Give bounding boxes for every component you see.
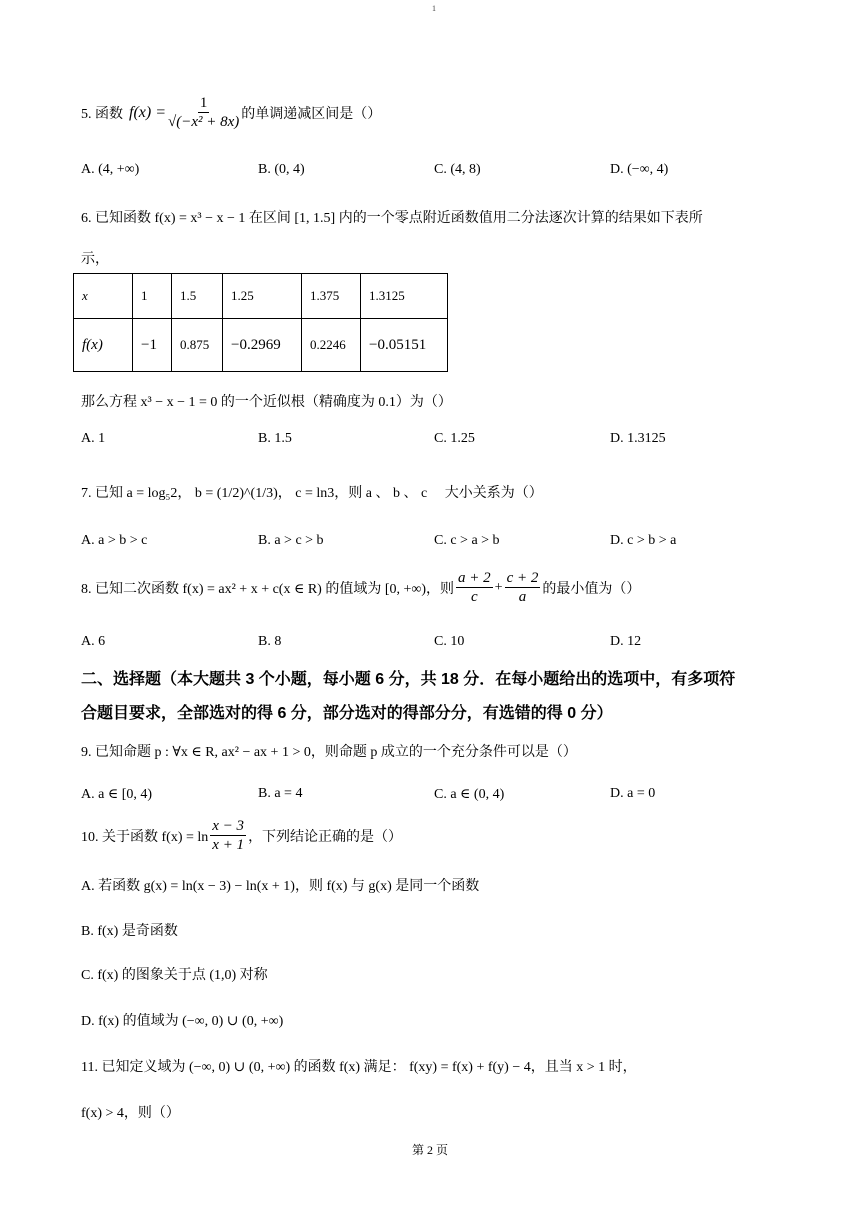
q8-plus: + — [494, 579, 503, 595]
table-cell: 1.5 — [172, 274, 223, 319]
section-2-heading-line2: 合题目要求，全部选对的得 6 分，部分选对的得部分分，有选错的得 0 分） — [81, 705, 613, 722]
q8-fraction-1 — [456, 569, 493, 606]
page-number: 第 2 页 — [412, 1143, 449, 1157]
q7-option-c: C. c > a > b — [434, 533, 500, 548]
q10-fraction — [210, 817, 246, 854]
table-cell: x — [74, 274, 133, 319]
q6-option-c: C. 1.25 — [434, 431, 475, 446]
table-cell: −1 — [133, 319, 172, 372]
table-row — [74, 319, 448, 372]
table-cell: f(x) — [74, 319, 133, 372]
q7-option-a: A. a > b > c — [81, 533, 148, 548]
q10-suffix: ，下列结论正确的是（） — [248, 829, 403, 845]
q6-option-b: B. 1.5 — [258, 431, 292, 446]
q10-option-d: D. f(x) 的值域为 (−∞, 0) ∪ (0, +∞) — [81, 1014, 284, 1029]
section-2-heading-line1: 二、选择题（本大题共 3 个小题，每小题 6 分，共 18 分．在每小题给出的选项中，有多项符 — [81, 671, 736, 688]
bisection-table — [73, 273, 448, 372]
q11-line1: 11. 已知定义域为 (−∞, 0) ∪ (0, +∞) 的函数 f(x) 满足： f(xy) = f(x) + f(y) − 4，且当 x > 1 时， — [81, 1060, 637, 1075]
q8-option-d: D. 12 — [610, 634, 642, 649]
q5-option-d: D. (−∞, 4) — [610, 162, 669, 177]
q8-prefix: 8. 已知二次函数 f(x) = ax² + x + c(x ∈ R) 的值域为 [0, +∞)，则 — [81, 581, 455, 597]
q7-option-b: B. a > c > b — [258, 533, 324, 548]
table-cell: 1.3125 — [361, 274, 448, 319]
question-5 — [81, 94, 381, 131]
q8-fraction-2 — [505, 569, 541, 606]
q5-option-c: C. (4, 8) — [434, 162, 481, 177]
q8-option-c: C. 10 — [434, 634, 465, 649]
q11-line2: f(x) > 4，则（） — [81, 1106, 180, 1121]
q10-prefix: 10. 关于函数 f(x) = ln — [81, 829, 209, 845]
q8-f2-num: c + 2 — [506, 570, 539, 586]
q10-option-c: C. f(x) 的图象关于点 (1,0) 对称 — [81, 968, 268, 983]
table-cell: 1 — [133, 274, 172, 319]
table-cell: 0.2246 — [302, 319, 361, 372]
q6-line2: 示， — [81, 252, 109, 267]
q8-option-b: B. 8 — [258, 634, 282, 649]
q8-f1-num: a + 2 — [458, 570, 491, 586]
table-cell: 1.25 — [223, 274, 302, 319]
q5-prefix: 5. 函数 — [81, 106, 123, 122]
q5-frac-num: 1 — [199, 95, 208, 111]
table-row — [74, 274, 448, 319]
q7-option-d: D. c > b > a — [610, 533, 677, 548]
q5-fraction — [168, 94, 239, 131]
q10-frac-num: x − 3 — [212, 818, 245, 834]
q6-option-d: D. 1.3125 — [610, 431, 666, 446]
question-7: 7. 已知 a = log₅2， b = (1/2)^(1/3)， c = ln3，则 a 、 b 、 c 大小关系为（） — [81, 486, 543, 501]
question-10 — [81, 817, 402, 854]
q6-line1: 6. 已知函数 f(x) = x³ − x − 1 在区间 [1, 1.5] 内的一个零点附近函数值用二分法逐次计算的结果如下表所 — [81, 211, 703, 226]
q5-option-a: A. (4, +∞) — [81, 162, 140, 177]
q9-option-c: C. a ∈ (0, 4) — [434, 787, 505, 802]
table-cell: 0.875 — [172, 319, 223, 372]
q9-option-d: D. a = 0 — [610, 786, 656, 801]
q5-lhs: f(x) = — [129, 103, 166, 121]
q10-option-a: A. 若函数 g(x) = ln(x − 3) − ln(x + 1)，则 f(x) 与 g(x) 是同一个函数 — [81, 879, 480, 894]
q5-frac-den: √(−x² + 8x) — [168, 114, 240, 130]
q9-option-a: A. a ∈ [0, 4) — [81, 787, 153, 802]
q8-f2-den: a — [518, 589, 527, 605]
question-9: 9. 已知命题 p : ∀x ∈ R, ax² − ax + 1 > 0，则命题 p 成立的一个充分条件可以是（） — [81, 745, 577, 760]
table-cell: −0.2969 — [223, 319, 302, 372]
q5-suffix: 的单调递减区间是（） — [241, 106, 382, 122]
q10-option-b: B. f(x) 是奇函数 — [81, 924, 178, 939]
header-mark: 1 — [432, 4, 436, 13]
question-8 — [81, 569, 640, 606]
q5-option-b: B. (0, 4) — [258, 162, 305, 177]
table-cell: 1.375 — [302, 274, 361, 319]
q6-line3: 那么方程 x³ − x − 1 = 0 的一个近似根（精确度为 0.1）为（） — [81, 395, 452, 410]
q8-f1-den: c — [471, 589, 478, 605]
q10-frac-den: x + 1 — [212, 837, 245, 853]
q9-option-b: B. a = 4 — [258, 786, 303, 801]
table-cell: −0.05151 — [361, 319, 448, 372]
q8-option-a: A. 6 — [81, 634, 106, 649]
q6-option-a: A. 1 — [81, 431, 106, 446]
q8-suffix: 的最小值为（） — [542, 581, 641, 597]
